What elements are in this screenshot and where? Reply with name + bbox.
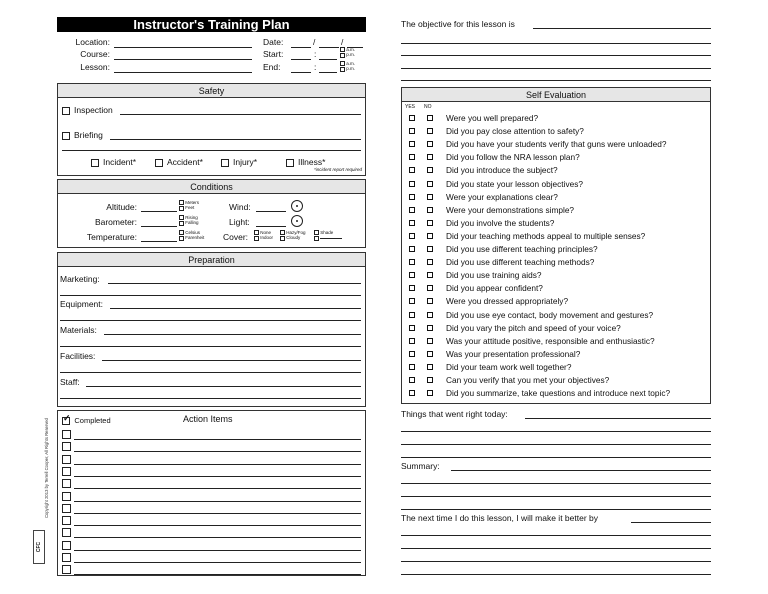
no-checkbox[interactable] xyxy=(427,207,433,213)
action-item-checkbox[interactable] xyxy=(62,504,71,513)
summary-line-2[interactable] xyxy=(401,483,711,484)
self-evaluation-item xyxy=(402,269,712,282)
question-text: Were you dressed appropriately? xyxy=(446,296,569,307)
temperature-label: Temperature: xyxy=(86,232,137,242)
next-time-line-5[interactable] xyxy=(401,574,711,575)
cover-cloudy-label: Cloudy xyxy=(286,235,301,241)
briefing-label: Briefing xyxy=(74,130,103,140)
completed-header xyxy=(62,412,111,425)
self-evaluation-item xyxy=(402,164,712,177)
cfc-logo xyxy=(33,530,45,564)
yes-checkbox[interactable] xyxy=(409,390,415,396)
time-separator: : xyxy=(314,62,317,72)
staff-label: Staff: xyxy=(60,377,80,387)
preparation-section xyxy=(57,252,366,407)
location-field[interactable] xyxy=(114,47,252,48)
action-item-checkbox[interactable] xyxy=(62,430,71,439)
no-checkbox[interactable] xyxy=(427,325,433,331)
accident-label: Accident* xyxy=(167,157,203,167)
illness-checkbox[interactable] xyxy=(286,159,294,167)
yes-header: YES xyxy=(405,104,416,110)
action-item-checkbox[interactable] xyxy=(62,553,71,562)
no-checkbox[interactable] xyxy=(427,194,433,200)
question-text: Did you use eye contact, body movement and gestures? xyxy=(446,309,654,320)
self-evaluation-item xyxy=(402,348,712,361)
yes-checkbox[interactable] xyxy=(409,272,415,278)
question-text: Were your demonstrations simple? xyxy=(446,204,575,215)
action-item-checkbox[interactable] xyxy=(62,541,71,550)
things-right-line-3[interactable] xyxy=(401,444,711,445)
no-checkbox[interactable] xyxy=(427,338,433,344)
things-right-line-2[interactable] xyxy=(401,431,711,432)
barometer-label: Barometer: xyxy=(94,217,137,227)
self-evaluation-item xyxy=(402,361,712,374)
yes-checkbox[interactable] xyxy=(409,167,415,173)
action-item-checkbox[interactable] xyxy=(62,516,71,525)
no-checkbox[interactable] xyxy=(427,181,433,187)
wind-label: Wind: xyxy=(229,202,251,212)
date-separator: / xyxy=(341,37,344,47)
self-evaluation-item xyxy=(402,112,712,125)
materials-field-2[interactable] xyxy=(60,346,361,347)
end-label: End: xyxy=(263,62,281,72)
yes-checkbox[interactable] xyxy=(409,154,415,160)
action-item-row xyxy=(62,465,361,477)
cover-hazy-label: Hazy/Fog xyxy=(286,230,306,235)
question-text: Did you state your lesson objectives? xyxy=(446,178,583,189)
yes-checkbox[interactable] xyxy=(409,338,415,344)
location-label: Location: xyxy=(75,37,110,47)
things-right-field[interactable] xyxy=(525,418,711,419)
farenheit-label: Farenheit xyxy=(185,235,205,241)
falling-checkbox[interactable] xyxy=(179,221,184,226)
question-text: Did you have your students verify that guns were unloaded? xyxy=(446,139,667,150)
date-label: Date: xyxy=(263,37,284,47)
no-checkbox[interactable] xyxy=(427,312,433,318)
yes-checkbox[interactable] xyxy=(409,364,415,370)
no-checkbox[interactable] xyxy=(427,364,433,370)
course-field[interactable] xyxy=(114,59,252,60)
summary-label: Summary: xyxy=(401,461,440,471)
injury-label: Injury* xyxy=(233,157,258,167)
next-time-line-4[interactable] xyxy=(401,561,711,562)
cfc-logo-text: CFC xyxy=(36,541,42,553)
barometer-units xyxy=(179,215,199,226)
things-right-line-4[interactable] xyxy=(401,457,711,458)
facilities-field-2[interactable] xyxy=(60,372,361,373)
inspection-field[interactable] xyxy=(120,114,361,115)
no-checkbox[interactable] xyxy=(427,154,433,160)
pm-checkbox[interactable] xyxy=(340,67,345,72)
cover-indoor-checkbox[interactable] xyxy=(254,236,259,241)
altitude-label: Altitude: xyxy=(106,202,137,212)
conditions-section xyxy=(57,179,366,248)
inspection-label: Inspection xyxy=(74,105,113,115)
action-items-section xyxy=(57,410,366,576)
next-time-line-2[interactable] xyxy=(401,535,711,536)
question-text: Was your presentation professional? xyxy=(446,348,581,359)
start-label: Start: xyxy=(263,49,284,59)
cover-none-label: None xyxy=(260,230,272,235)
no-checkbox[interactable] xyxy=(427,220,433,226)
action-item-row xyxy=(62,539,361,551)
question-text: Did you vary the pitch and speed of your voice? xyxy=(446,322,621,333)
staff-field-2[interactable] xyxy=(60,398,361,399)
cover-other-checkbox[interactable] xyxy=(314,236,319,241)
cover-other-field[interactable] xyxy=(320,238,342,239)
action-item-row xyxy=(62,514,361,526)
self-evaluation-item xyxy=(402,322,712,335)
lesson-label: Lesson: xyxy=(80,62,110,72)
preparation-title: Preparation xyxy=(58,253,365,267)
self-evaluation-item xyxy=(402,191,712,204)
feet-checkbox[interactable] xyxy=(179,206,184,211)
start-minute-field[interactable] xyxy=(319,59,337,60)
injury-checkbox[interactable] xyxy=(221,159,229,167)
no-checkbox[interactable] xyxy=(427,285,433,291)
action-item-checkbox[interactable] xyxy=(62,565,71,574)
no-checkbox[interactable] xyxy=(427,377,433,383)
question-text: Were your explanations clear? xyxy=(446,191,558,202)
facilities-label: Facilities: xyxy=(60,351,96,361)
next-time-line-3[interactable] xyxy=(401,548,711,549)
yes-checkbox[interactable] xyxy=(409,141,415,147)
light-field[interactable] xyxy=(256,226,286,227)
staff-field[interactable] xyxy=(86,386,361,387)
self-evaluation-item xyxy=(402,243,712,256)
things-right-label: Things that went right today: xyxy=(401,409,508,419)
cover-options-col3 xyxy=(314,230,342,241)
no-checkbox[interactable] xyxy=(427,233,433,239)
yes-checkbox[interactable] xyxy=(409,259,415,265)
cover-indoor-label: Indoor xyxy=(260,235,274,241)
question-text: Did you pay close attention to safety? xyxy=(446,126,584,137)
question-text: Did you summarize, take questions and introduce next topic? xyxy=(446,388,671,399)
question-text: Did you use different teaching methods? xyxy=(446,257,595,268)
action-item-field[interactable] xyxy=(74,574,361,575)
objective-line-4[interactable] xyxy=(401,68,711,69)
no-checkbox[interactable] xyxy=(427,246,433,252)
copyright-text: Copyright 2013 by Terrell Cooper, All Rights Reserved xyxy=(44,417,49,518)
no-checkbox[interactable] xyxy=(427,298,433,304)
yes-checkbox[interactable] xyxy=(409,233,415,239)
question-text: Were you well prepared? xyxy=(446,113,539,123)
action-item-checkbox[interactable] xyxy=(62,442,71,451)
no-checkbox[interactable] xyxy=(427,351,433,357)
action-item-row xyxy=(62,563,361,575)
no-checkbox[interactable] xyxy=(427,128,433,134)
next-time-field[interactable] xyxy=(631,522,711,523)
question-text: Was your attitude positive, responsible and enthusiastic? xyxy=(446,335,655,346)
course-label: Course: xyxy=(80,49,110,59)
accident-checkbox[interactable] xyxy=(155,159,163,167)
question-text: Did you use training aids? xyxy=(446,270,542,281)
self-evaluation-item xyxy=(402,309,712,322)
yes-checkbox[interactable] xyxy=(409,312,415,318)
time-separator: : xyxy=(314,49,317,59)
date-month-field[interactable] xyxy=(291,47,311,48)
end-hour-field[interactable] xyxy=(291,72,311,73)
header-fields xyxy=(57,34,366,78)
self-evaluation-item xyxy=(402,256,712,269)
lesson-field[interactable] xyxy=(114,72,252,73)
self-evaluation-title: Self Evaluation xyxy=(402,88,710,102)
start-hour-field[interactable] xyxy=(291,59,311,60)
cover-shade-label: Shade xyxy=(320,230,334,235)
self-evaluation-item xyxy=(402,230,712,243)
incident-footnote: *incident report required xyxy=(313,167,362,172)
no-checkbox[interactable] xyxy=(427,390,433,396)
am-label: a.m. xyxy=(346,61,356,66)
meters-label: Meters xyxy=(185,200,200,205)
action-item-row xyxy=(62,551,361,563)
altitude-units xyxy=(179,200,199,211)
rising-label: Rising xyxy=(185,215,198,220)
self-evaluation-item xyxy=(402,374,712,387)
no-header: NO xyxy=(424,104,432,110)
self-evaluation-section xyxy=(401,87,711,404)
pm-label: p.m. xyxy=(346,66,356,72)
self-evaluation-item xyxy=(402,282,712,295)
yes-checkbox[interactable] xyxy=(409,351,415,357)
facilities-field[interactable] xyxy=(102,360,361,361)
completed-label: Completed xyxy=(74,416,111,425)
light-direction-icon[interactable] xyxy=(291,215,303,227)
conditions-title: Conditions xyxy=(58,180,365,194)
marketing-field-2[interactable] xyxy=(60,295,361,296)
yes-checkbox[interactable] xyxy=(409,298,415,304)
incident-label: Incident* xyxy=(103,157,137,167)
barometer-field[interactable] xyxy=(141,226,177,227)
self-evaluation-list xyxy=(402,112,710,403)
safety-title: Safety xyxy=(58,84,365,98)
wind-direction-icon[interactable] xyxy=(291,200,303,212)
self-evaluation-item xyxy=(402,178,712,191)
am-label: a.m. xyxy=(346,47,356,52)
materials-label: Materials: xyxy=(60,325,97,335)
question-text: Can you verify that you met your objectives? xyxy=(446,375,610,385)
objective-label: The objective for this lesson is xyxy=(401,19,515,29)
self-evaluation-item xyxy=(402,387,712,400)
next-time-label: The next time I do this lesson, I will make it better by xyxy=(401,513,598,523)
action-items-title: Action Items xyxy=(183,414,233,424)
date-separator: / xyxy=(313,37,316,47)
action-item-row xyxy=(62,477,361,489)
briefing-checkbox[interactable] xyxy=(62,132,70,140)
objective-line-5[interactable] xyxy=(401,80,711,81)
celsius-label: Celsius xyxy=(185,230,201,235)
objective-line-3[interactable] xyxy=(401,55,711,56)
no-checkbox[interactable] xyxy=(427,141,433,147)
action-item-list xyxy=(58,428,365,575)
action-item-row xyxy=(62,453,361,465)
action-item-checkbox[interactable] xyxy=(62,528,71,537)
start-ampm xyxy=(340,47,362,58)
inspection-checkbox[interactable] xyxy=(62,107,70,115)
falling-label: Falling xyxy=(185,220,199,226)
self-evaluation-item xyxy=(402,335,712,348)
question-text: Did you use different teaching principles? xyxy=(446,244,598,254)
checked-checkbox-icon: ✓ xyxy=(63,412,71,423)
pm-checkbox[interactable] xyxy=(340,53,345,58)
feet-label: Feet xyxy=(185,205,195,211)
safety-section xyxy=(57,83,366,176)
briefing-field-2[interactable] xyxy=(62,150,361,151)
action-item-checkbox[interactable] xyxy=(62,455,71,464)
illness-label: Illness* xyxy=(298,157,326,167)
objective-field[interactable] xyxy=(533,28,711,29)
action-item-row xyxy=(62,502,361,514)
date-day-field[interactable] xyxy=(319,47,339,48)
self-evaluation-item xyxy=(402,138,712,151)
action-item-row xyxy=(62,526,361,538)
yes-checkbox[interactable] xyxy=(409,377,415,383)
cover-label: Cover: xyxy=(223,232,249,242)
yes-checkbox[interactable] xyxy=(409,325,415,331)
summary-line-4[interactable] xyxy=(401,509,711,510)
question-text: Did you involve the students? xyxy=(446,217,555,228)
equipment-field[interactable] xyxy=(110,308,361,309)
action-item-row xyxy=(62,428,361,440)
cover-options-col2 xyxy=(280,230,306,241)
self-evaluation-item xyxy=(402,295,712,308)
farenheit-checkbox[interactable] xyxy=(179,236,184,241)
yes-checkbox[interactable] xyxy=(409,181,415,187)
yes-checkbox[interactable] xyxy=(409,115,415,121)
self-evaluation-item xyxy=(402,204,712,217)
equipment-field-2[interactable] xyxy=(60,320,361,321)
temperature-field[interactable] xyxy=(141,241,177,242)
action-item-row xyxy=(62,490,361,502)
altitude-field[interactable] xyxy=(141,211,177,212)
self-evaluation-item xyxy=(402,217,712,230)
no-checkbox[interactable] xyxy=(427,272,433,278)
yes-checkbox[interactable] xyxy=(409,128,415,134)
yes-checkbox[interactable] xyxy=(409,220,415,226)
materials-field[interactable] xyxy=(104,334,361,335)
self-evaluation-item xyxy=(402,125,712,138)
yes-checkbox[interactable] xyxy=(409,246,415,252)
briefing-field[interactable] xyxy=(110,139,361,140)
summary-line-3[interactable] xyxy=(401,496,711,497)
action-item-checkbox[interactable] xyxy=(62,479,71,488)
self-evaluation-item xyxy=(402,151,712,164)
yes-checkbox[interactable] xyxy=(409,207,415,213)
equipment-label: Equipment: xyxy=(60,299,103,309)
action-item-checkbox[interactable] xyxy=(62,492,71,501)
temperature-units xyxy=(179,230,204,241)
no-checkbox[interactable] xyxy=(427,167,433,173)
wind-field[interactable] xyxy=(256,211,286,212)
question-text: Did your team work well together? xyxy=(446,361,572,372)
action-item-row xyxy=(62,440,361,452)
marketing-label: Marketing: xyxy=(60,274,100,284)
question-text: Did your teaching methods appeal to multiple senses? xyxy=(446,230,646,241)
question-text: Did you introduce the subject? xyxy=(446,165,558,176)
cover-cloudy-checkbox[interactable] xyxy=(280,236,285,241)
summary-field[interactable] xyxy=(451,470,711,471)
end-ampm xyxy=(340,61,362,72)
yes-checkbox[interactable] xyxy=(409,194,415,200)
question-text: Did you appear confident? xyxy=(446,283,543,294)
incident-checkbox[interactable] xyxy=(91,159,99,167)
cover-options-col1 xyxy=(254,230,273,241)
no-checkbox[interactable] xyxy=(427,115,433,121)
end-minute-field[interactable] xyxy=(319,72,337,73)
pm-label: p.m. xyxy=(346,52,356,58)
page-title: Instructor's Training Plan xyxy=(57,17,366,32)
yes-checkbox[interactable] xyxy=(409,285,415,291)
question-text: Did you follow the NRA lesson plan? xyxy=(446,152,580,163)
no-checkbox[interactable] xyxy=(427,259,433,265)
action-item-checkbox[interactable] xyxy=(62,467,71,476)
marketing-field[interactable] xyxy=(108,283,361,284)
objective-line-2[interactable] xyxy=(401,43,711,44)
light-label: Light: xyxy=(229,217,250,227)
